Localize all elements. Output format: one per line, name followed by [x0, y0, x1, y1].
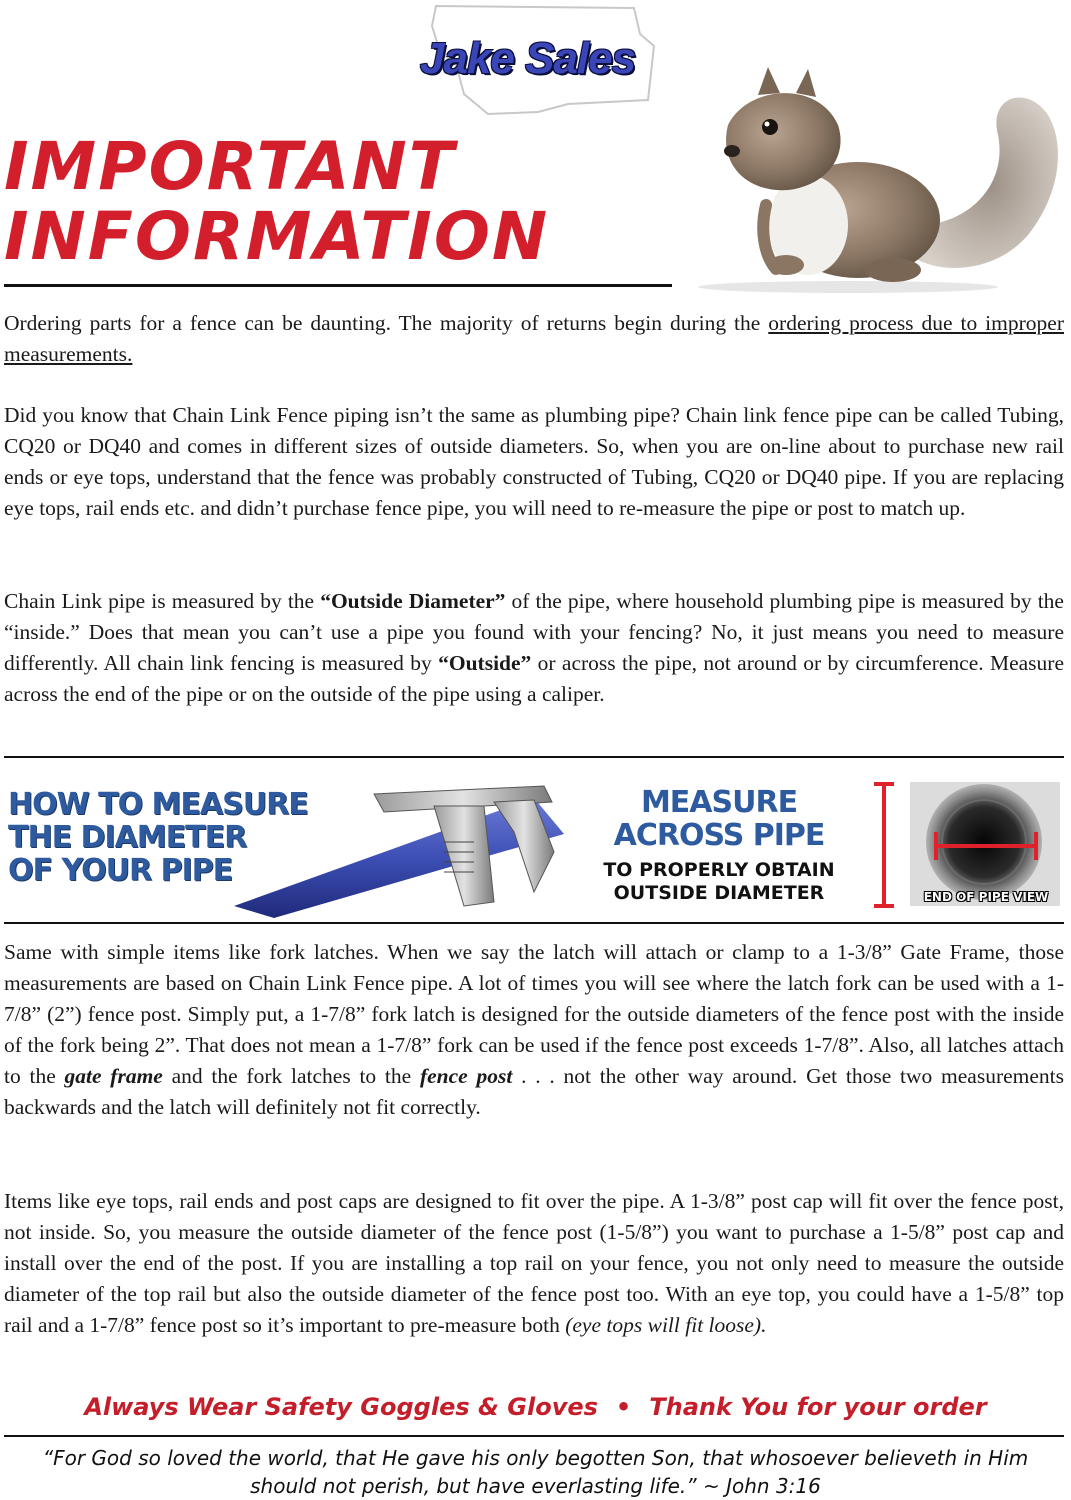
logo-text: Jake Sales [420, 34, 636, 83]
paragraph-text: and the fork latches to the [162, 1064, 420, 1088]
banner-heading-line: HOW TO MEASURE [8, 787, 308, 822]
paragraph-text: Same with simple items like fork latches. When we say the latch will attach or clamp to a 1-3/8” Gate Frame, those measurements are based on Chain Link Fence pipe. A lot of times you will see where the latch fork can be used with a 1-7/8” (2”) fence post. Simply put, a 1-7/8” fork latch is designed for the outside diameters of the fence post with the inside of the fork being 2”. That does not mean a 1-7/8” fork can be used if the fence post exceeds 1-7/8”. Also, all latches attach to the [4, 940, 1064, 1088]
italic-text: (eye tops will fit loose). [565, 1313, 767, 1337]
paragraph-text: or across the pipe, not around or by circumference. Measure across the end of the pipe or on the outside of the pipe using a caliper. [4, 651, 1064, 706]
banner-measure-across [594, 786, 844, 852]
caliper-on-pipe-icon [234, 772, 594, 918]
safety-notice [0, 1393, 1071, 1421]
page-title-line-1: IMPORTANT [4, 128, 456, 205]
paragraph-chain-link-piping: Did you know that Chain Link Fence piping isn’t the same as plumbing pipe? Chain link fence pipe can be called Tubing, CQ20 or DQ40 and comes in different sizes of outside diameters. So, when you are on-line about to purchase new rail ends or eye tops, understand that the fence was probably constructed of Tubing, CQ20 or DQ40 pipe. If you are replacing eye tops, rail ends etc. and didn’t purchase fence pipe, you will need to re-measure the pipe or post to match up. [4, 403, 1064, 520]
bullet-separator: • [615, 1393, 632, 1421]
paragraph-text: Chain Link pipe is measured by the [4, 589, 321, 613]
bold-text: “Outside” [438, 651, 532, 675]
banner-heading-line: MEASURE [640, 785, 798, 820]
banner-subtext-line: TO PROPERLY OBTAIN [603, 859, 835, 881]
bold-italic-text: gate frame [64, 1064, 163, 1088]
title-underline [4, 284, 672, 287]
banner-heading-line: THE DIAMETER [8, 820, 247, 855]
verse-line: “For God so loved the world, that He gave his only begotten Son, that whosoever believeth in Him [42, 1446, 1029, 1470]
page-title-line-2: INFORMATION [4, 198, 550, 275]
banner-heading-line: ACROSS PIPE [613, 818, 825, 853]
thank-you-text: Thank You for your order [649, 1393, 987, 1421]
bold-italic-text: fence post [419, 1064, 513, 1088]
verse-line: should not perish, but have everlasting life.” ~ John 3:16 [250, 1474, 821, 1498]
paragraph-outside-diameter [4, 586, 1064, 710]
divider-bottom [4, 922, 1064, 924]
underlined-text: ordering process due to improper measurements. [4, 311, 1064, 366]
paragraph-fork-latches [4, 937, 1064, 1123]
banner-subtext [594, 859, 844, 905]
bible-verse [0, 1444, 1071, 1500]
paragraph-ordering [4, 308, 1064, 370]
jake-sales-logo [418, 4, 658, 116]
paragraph-text: Items like eye tops, rail ends and post caps are designed to fit over the pipe. A 1-3/8” post cap will fit over the fence post, not inside. So, you measure the outside diameter of the fence post (1-5/8”) you want to purchase a 1-5/8” post cap and install over the end of the post. If you are installing a top rail on your fence, you not only need to measure the outside diameter of the top rail but also the outside diameter of the fence post too. With an eye top, you could have a 1-5/8” top rail and a 1-7/8” fence post so it’s important to pre-measure both [4, 1189, 1064, 1337]
paragraph-eye-tops [4, 1186, 1064, 1341]
squirrel-image [668, 55, 1068, 295]
paragraph-text: . . . not the other way around. Get those two measurements backwards and the latch will definitely not fit correctly. [4, 1064, 1064, 1119]
bold-text: “Outside Diameter” [320, 589, 506, 613]
page-title [4, 128, 684, 275]
paragraph-text: Ordering parts for a fence can be daunting. The majority of returns begin during the [4, 311, 769, 335]
banner-subtext-line: OUTSIDE DIAMETER [613, 882, 825, 904]
divider-top [4, 756, 1064, 758]
banner-heading-line: OF YOUR PIPE [8, 853, 233, 888]
measure-banner [4, 772, 1064, 918]
end-of-pipe-label: END OF PIPE VIEW [923, 890, 1049, 904]
divider-footer [4, 1435, 1064, 1437]
safety-text: Always Wear Safety Goggles & Gloves [84, 1393, 598, 1421]
paragraph-text: of the pipe, where household plumbing pipe is measured by the “inside.” Does that mean you can’t use a pipe you found with your fencing? No, it just means you need to measure differently. All chain link fencing is measured by [4, 589, 1064, 675]
